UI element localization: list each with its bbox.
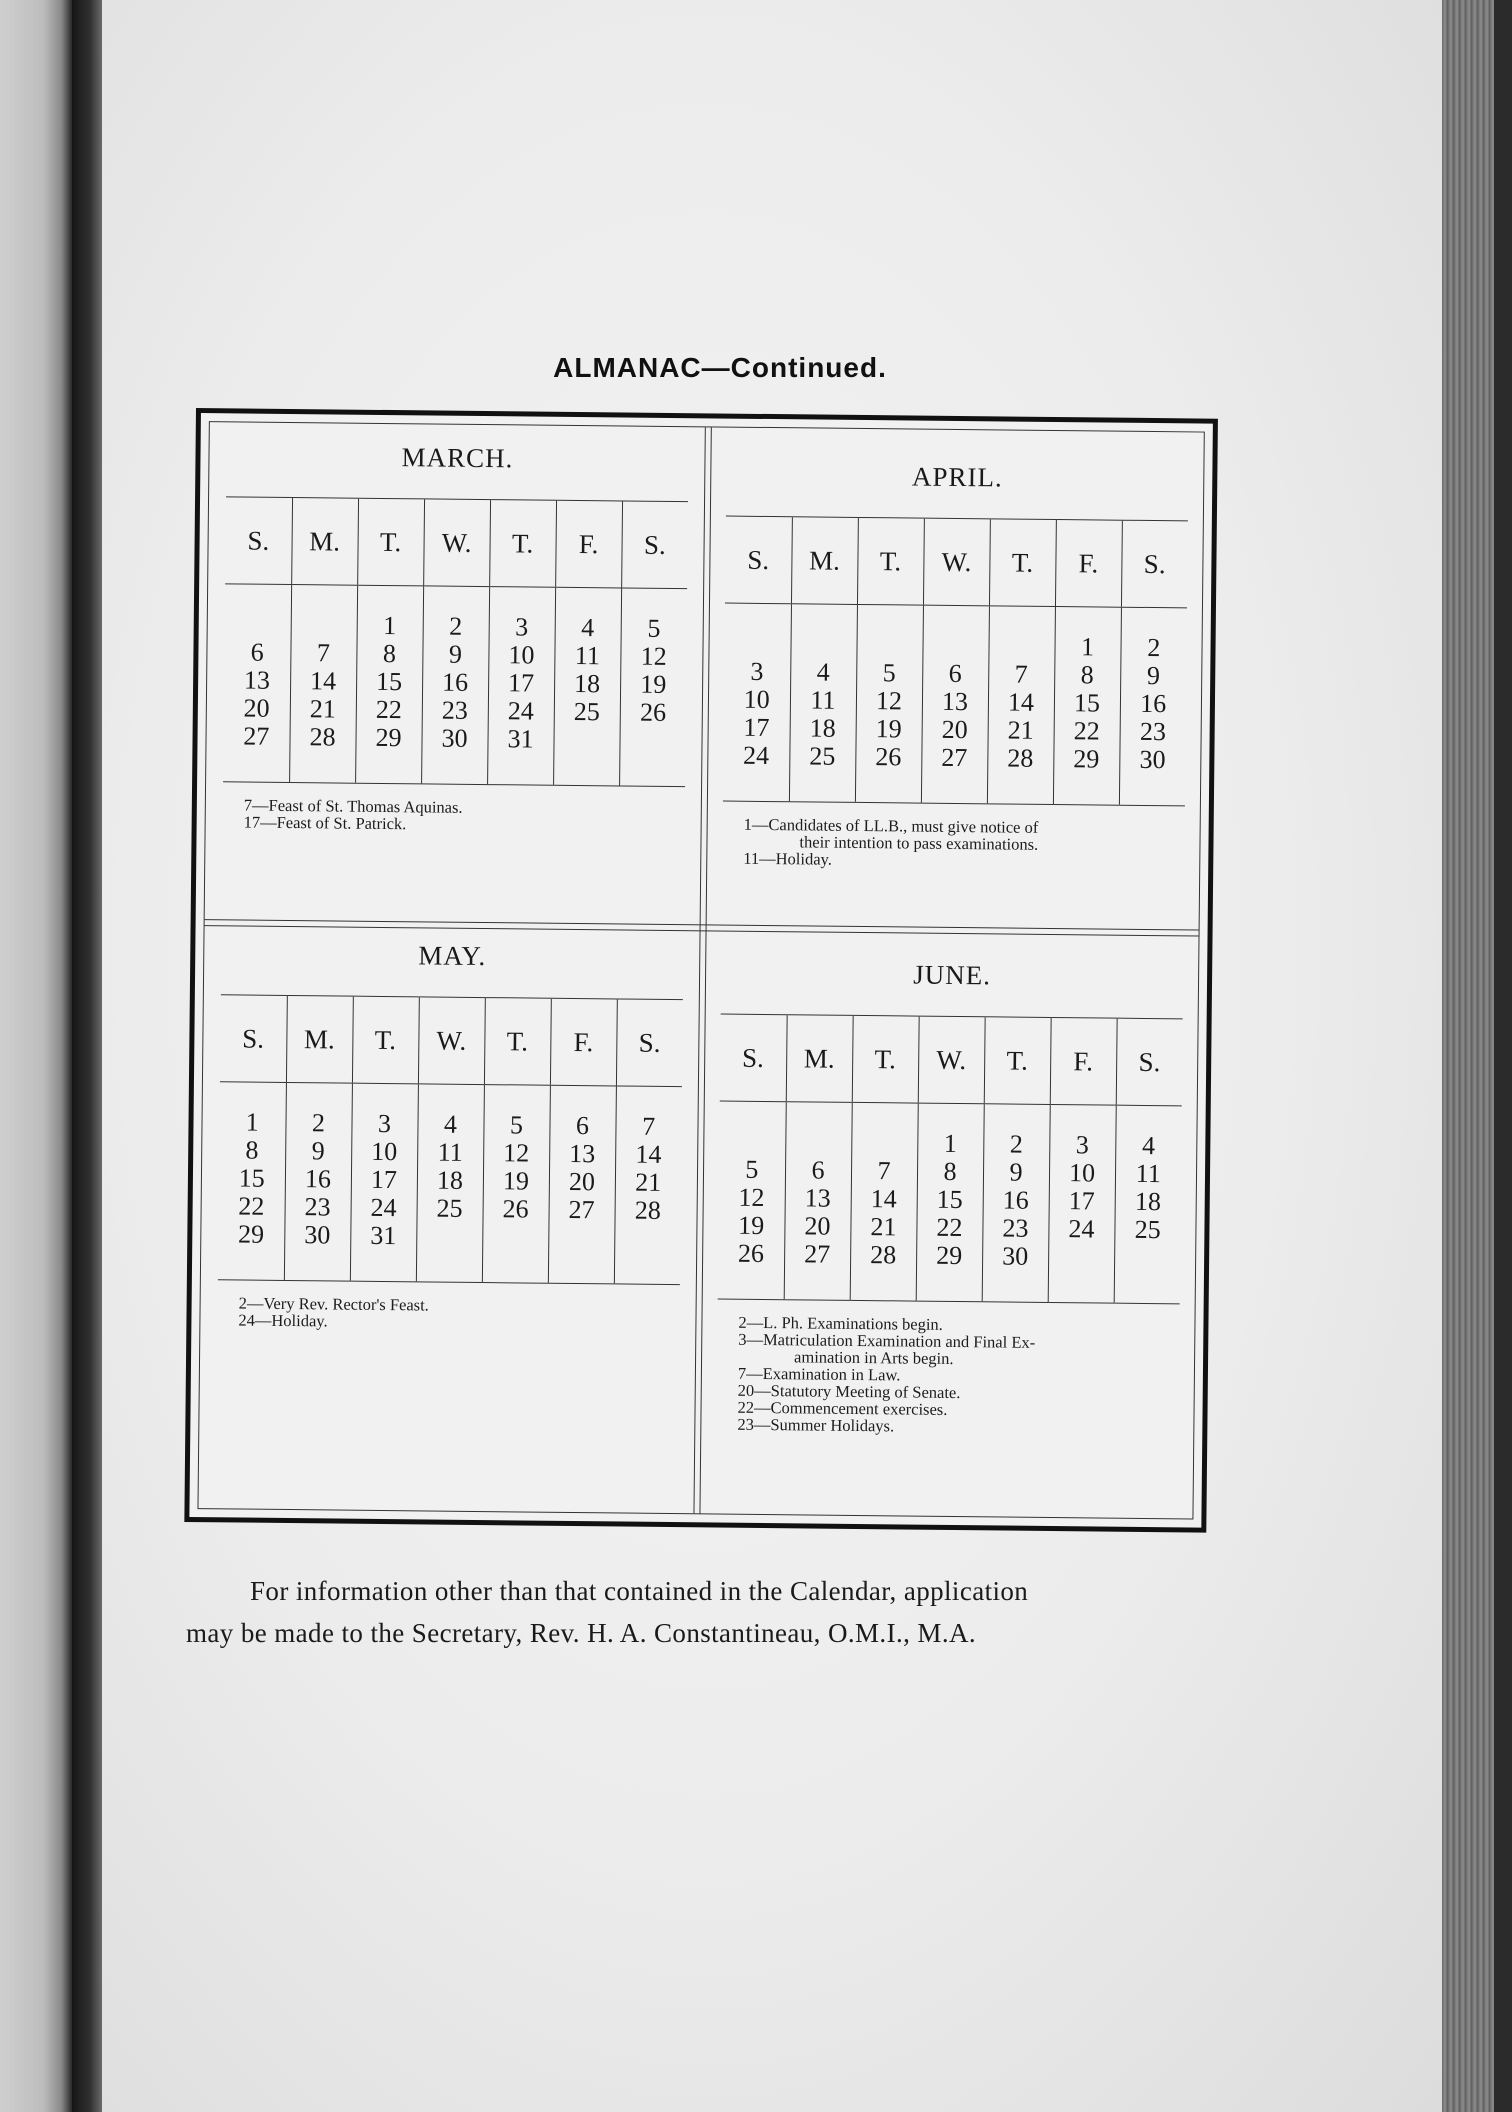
date-cell: 5 <box>647 613 661 643</box>
date-cell: 22 <box>1073 716 1100 746</box>
day-column <box>921 605 989 804</box>
month-april <box>713 441 1198 936</box>
weekday-header: T. <box>484 998 551 1086</box>
date-cell: 18 <box>809 713 836 743</box>
date-cell: 1 <box>383 610 397 641</box>
date-cell: 10 <box>1068 1158 1096 1188</box>
page-stack-edge <box>1442 0 1512 2112</box>
calendar-grid <box>718 1014 1183 1305</box>
note-line: 11—Holiday. <box>743 848 833 869</box>
date-cell: 30 <box>304 1220 331 1250</box>
note-line: 22—Commencement exercises. <box>737 1397 948 1419</box>
date-cell: 23 <box>1002 1213 1029 1243</box>
weekday-header-row <box>725 516 1188 608</box>
note-line: 1—Candidates of LL.B., must give notice of <box>743 814 1039 837</box>
book-gutter <box>72 0 102 2112</box>
footer-line-1: For information other than that contained in the Calendar, application <box>250 1576 1029 1606</box>
weekday-header: W. <box>423 499 490 587</box>
date-cell: 5 <box>882 658 896 688</box>
day-column <box>350 1083 418 1282</box>
date-cell: 19 <box>502 1166 530 1196</box>
day-column <box>789 604 857 803</box>
date-cell: 7 <box>1014 659 1028 689</box>
weekday-header: F. <box>1050 1017 1117 1105</box>
day-column <box>987 606 1055 805</box>
date-cell: 25 <box>573 696 600 727</box>
date-cell: 13 <box>804 1183 831 1213</box>
date-cell: 31 <box>507 724 534 754</box>
weekday-header: S. <box>720 1014 787 1102</box>
date-cell: 16 <box>1140 688 1167 719</box>
day-column <box>1119 607 1187 806</box>
date-cell: 7 <box>877 1156 891 1186</box>
date-cell: 10 <box>371 1136 398 1167</box>
date-cell: 8 <box>943 1156 957 1187</box>
date-cell: 18 <box>573 668 601 699</box>
date-cell: 21 <box>309 694 337 724</box>
date-cell: 26 <box>875 742 902 772</box>
date-cell: 1 <box>245 1107 259 1137</box>
day-column <box>855 604 923 803</box>
date-cell: 16 <box>1002 1185 1029 1215</box>
date-cell: 24 <box>370 1192 397 1223</box>
date-cell: 1 <box>943 1128 957 1159</box>
date-cell: 22 <box>238 1191 265 1221</box>
date-cell: 14 <box>1007 687 1035 717</box>
weekday-header: S. <box>220 995 287 1083</box>
day-column <box>1114 1105 1182 1304</box>
date-cell: 7 <box>642 1111 656 1141</box>
date-cell: 13 <box>941 686 969 717</box>
almanac-inner-frame <box>197 421 1204 1519</box>
date-cell: 25 <box>809 741 836 771</box>
calendar-grid <box>218 994 683 1285</box>
note-line: 17—Feast of St. Patrick. <box>243 812 407 834</box>
date-cell: 28 <box>309 722 336 752</box>
day-column <box>1053 607 1121 806</box>
date-cell: 12 <box>640 641 667 671</box>
weekday-header: F. <box>550 998 617 1086</box>
date-cell: 5 <box>745 1154 759 1184</box>
date-cell: 12 <box>738 1182 765 1212</box>
date-cell: 11 <box>574 640 601 671</box>
date-cell: 4 <box>443 1109 458 1139</box>
note-line: 3—Matriculation Examination and Final Ex- <box>738 1329 1036 1352</box>
date-cell: 2 <box>1009 1129 1023 1159</box>
date-cell <box>725 630 789 659</box>
note-line: amination in Arts begin. <box>793 1347 954 1368</box>
weekday-header: T. <box>357 498 424 586</box>
dates-row <box>723 603 1187 806</box>
day-column <box>718 1101 786 1300</box>
date-cell: 27 <box>941 742 968 773</box>
weekday-header: T. <box>352 996 419 1084</box>
date-cell: 17 <box>743 712 770 743</box>
date-cell: 15 <box>936 1184 963 1215</box>
date-cell: 19 <box>875 714 902 744</box>
date-cell: 14 <box>309 666 337 696</box>
date-cell: 14 <box>635 1139 662 1169</box>
almanac-heading: ALMANAC—Continued. <box>553 352 887 383</box>
day-column <box>548 1085 616 1284</box>
weekday-header: T. <box>857 517 924 605</box>
date-cell: 22 <box>375 694 403 725</box>
almanac-frame <box>184 408 1218 1533</box>
date-cell: 29 <box>1073 744 1100 774</box>
date-cell: 2 <box>311 1108 326 1138</box>
date-cell: 9 <box>448 639 463 669</box>
date-cell: 15 <box>238 1163 265 1193</box>
weekday-header: M. <box>791 517 858 605</box>
weekday-header: S. <box>616 999 683 1087</box>
date-cell: 27 <box>568 1194 595 1225</box>
date-cell: 21 <box>870 1212 897 1242</box>
date-cell: 10 <box>743 684 770 715</box>
date-cell <box>1116 1244 1180 1273</box>
dates-row <box>718 1101 1182 1304</box>
weekday-header: T. <box>489 500 556 588</box>
date-cell: 19 <box>738 1210 765 1240</box>
date-cell: 8 <box>245 1135 259 1165</box>
date-cell: 3 <box>515 612 529 642</box>
date-cell: 5 <box>509 1110 524 1140</box>
date-cell <box>1050 1243 1113 1272</box>
weekday-header: M. <box>291 498 358 586</box>
weekday-header: M. <box>786 1015 853 1103</box>
date-cell: 24 <box>507 696 534 726</box>
day-column <box>723 603 791 802</box>
date-cell: 17 <box>507 668 535 698</box>
day-column <box>784 1102 852 1301</box>
date-cell: 20 <box>243 693 270 723</box>
date-cell <box>720 1128 784 1157</box>
date-cell: 19 <box>640 669 667 699</box>
note-line: 24—Holiday. <box>238 1310 328 1331</box>
date-cell: 16 <box>441 667 469 697</box>
date-cell: 16 <box>304 1164 332 1194</box>
weekday-header: T. <box>984 1017 1051 1105</box>
date-cell: 25 <box>436 1193 463 1223</box>
note-line: their intention to pass examinations. <box>799 832 1039 854</box>
dates-row <box>223 584 687 787</box>
date-cell: 6 <box>250 637 264 667</box>
date-cell: 30 <box>1002 1241 1029 1271</box>
weekday-header: F. <box>555 500 622 588</box>
weekday-header: W. <box>418 997 485 1085</box>
date-cell: 6 <box>948 658 962 689</box>
day-column <box>289 585 357 784</box>
date-cell: 9 <box>1146 660 1161 691</box>
date-cell: 29 <box>936 1240 963 1271</box>
date-cell: 8 <box>1080 660 1094 690</box>
day-column <box>355 585 423 784</box>
date-cell: 17 <box>1068 1186 1095 1216</box>
date-cell: 28 <box>634 1195 662 1225</box>
date-cell: 11 <box>1135 1158 1161 1189</box>
date-cell: 20 <box>568 1166 596 1197</box>
note-line: 20—Statutory Meeting of Senate. <box>737 1380 961 1403</box>
date-cell <box>621 726 685 755</box>
date-cell: 20 <box>804 1211 831 1241</box>
date-cell: 4 <box>816 657 830 687</box>
date-cell <box>924 632 987 661</box>
date-cell: 11 <box>810 685 836 715</box>
weekday-header: T. <box>989 519 1056 607</box>
date-cell <box>418 1222 481 1251</box>
date-cell: 6 <box>575 1111 590 1141</box>
day-column <box>916 1103 984 1302</box>
month-march <box>213 422 698 917</box>
weekday-header: S. <box>225 497 292 585</box>
date-cell: 26 <box>502 1194 529 1224</box>
dates-row <box>218 1082 682 1285</box>
day-column <box>553 587 621 786</box>
date-cell: 28 <box>1007 743 1034 773</box>
day-column <box>614 1086 682 1285</box>
date-cell: 17 <box>370 1164 398 1195</box>
date-cell: 3 <box>377 1108 392 1139</box>
weekday-header-row <box>220 995 683 1087</box>
date-cell: 20 <box>941 714 968 745</box>
day-column <box>416 1084 484 1283</box>
note-line: 2—L. Ph. Examinations begin. <box>738 1312 943 1334</box>
date-cell: 2 <box>1147 632 1161 663</box>
date-cell: 12 <box>503 1138 530 1168</box>
note-line: 7—Feast of St. Thomas Aquinas. <box>243 795 463 817</box>
day-column <box>482 1085 550 1284</box>
weekday-header: W. <box>923 518 990 606</box>
date-cell: 8 <box>382 638 397 669</box>
weekday-header: S. <box>1116 1018 1183 1106</box>
date-cell: 7 <box>316 638 331 668</box>
day-column <box>487 587 555 786</box>
month-june <box>707 939 1192 1434</box>
date-cell: 27 <box>804 1239 831 1269</box>
date-cell: 31 <box>370 1220 397 1251</box>
date-cell: 25 <box>1134 1214 1161 1245</box>
date-cell <box>484 1223 547 1252</box>
note-line: 23—Summer Holidays. <box>737 1414 895 1436</box>
day-column <box>218 1082 286 1281</box>
date-cell: 11 <box>437 1137 463 1167</box>
date-cell: 23 <box>1139 716 1167 747</box>
footer-note <box>186 1570 1196 1654</box>
month-notes <box>214 782 694 835</box>
calendar-grid <box>223 496 688 787</box>
date-cell: 3 <box>1075 1130 1089 1160</box>
date-cell: 9 <box>311 1136 325 1166</box>
day-column <box>850 1102 918 1301</box>
date-cell: 24 <box>1068 1214 1095 1244</box>
weekday-header: S. <box>1121 520 1188 608</box>
date-cell: 29 <box>375 722 402 753</box>
date-cell: 23 <box>304 1192 331 1222</box>
date-cell: 10 <box>508 640 535 670</box>
month-may <box>208 920 693 1415</box>
date-cell <box>858 631 921 660</box>
day-column <box>982 1104 1050 1303</box>
facing-page-edge <box>0 0 72 2112</box>
date-cell <box>550 1224 613 1253</box>
date-cell: 30 <box>1139 744 1166 775</box>
date-cell: 6 <box>811 1155 825 1185</box>
date-cell: 22 <box>936 1212 963 1243</box>
month-title: APRIL. <box>911 461 1003 493</box>
weekday-header: M. <box>286 995 353 1083</box>
date-cell: 21 <box>635 1167 662 1197</box>
weekday-header: F. <box>1055 520 1122 608</box>
weekday-header-row <box>225 497 688 589</box>
month-notes <box>707 1299 1188 1437</box>
date-cell: 28 <box>870 1240 897 1270</box>
day-column <box>421 586 489 785</box>
date-cell: 13 <box>569 1138 596 1169</box>
date-cell: 1 <box>1080 632 1095 662</box>
day-column <box>619 588 687 787</box>
date-cell: 29 <box>237 1219 265 1249</box>
note-line: 2—Very Rev. Rector's Feast. <box>238 1293 429 1315</box>
weekday-header: S. <box>725 516 792 604</box>
date-cell: 26 <box>737 1238 765 1268</box>
footer-line-2: may be made to the Secretary, Rev. H. A. Constantineau, O.M.I., M.A. <box>186 1618 977 1648</box>
date-cell: 15 <box>1073 688 1101 718</box>
date-cell: 9 <box>1009 1157 1023 1187</box>
month-notes <box>713 801 1194 871</box>
date-cell: 2 <box>449 611 463 641</box>
date-cell: 15 <box>375 666 403 697</box>
weekday-header-row <box>720 1014 1183 1106</box>
weekday-header: T. <box>852 1015 919 1103</box>
date-cell <box>555 726 618 755</box>
weekday-header: W. <box>918 1016 985 1104</box>
calendar-grid <box>723 516 1188 807</box>
date-cell: 26 <box>639 697 667 727</box>
date-cell <box>226 610 290 639</box>
date-cell <box>292 611 355 640</box>
date-cell: 30 <box>441 723 468 753</box>
date-cell: 21 <box>1007 715 1034 745</box>
day-column <box>1048 1104 1116 1303</box>
month-title: MARCH. <box>401 442 514 474</box>
date-cell: 4 <box>1141 1130 1156 1161</box>
weekday-header: S. <box>621 501 688 589</box>
date-cell <box>616 1224 680 1253</box>
date-cell: 4 <box>581 613 595 643</box>
date-cell: 12 <box>875 686 903 716</box>
day-column <box>284 1082 352 1281</box>
date-cell <box>787 1128 850 1157</box>
date-cell <box>792 630 855 659</box>
month-notes <box>208 1280 688 1333</box>
month-title: JUNE. <box>913 959 992 991</box>
date-cell: 27 <box>243 721 270 751</box>
date-cell: 3 <box>750 656 764 686</box>
note-line: 7—Examination in Law. <box>737 1363 901 1385</box>
date-cell: 13 <box>243 665 271 695</box>
date-cell: 18 <box>436 1165 464 1195</box>
date-cell: 23 <box>441 695 469 725</box>
date-cell <box>853 1129 916 1158</box>
date-cell: 24 <box>742 740 770 771</box>
month-title: MAY. <box>418 940 487 972</box>
date-cell: 18 <box>1134 1186 1162 1217</box>
date-cell <box>990 632 1053 661</box>
date-cell: 14 <box>870 1184 897 1214</box>
day-column <box>223 584 291 783</box>
